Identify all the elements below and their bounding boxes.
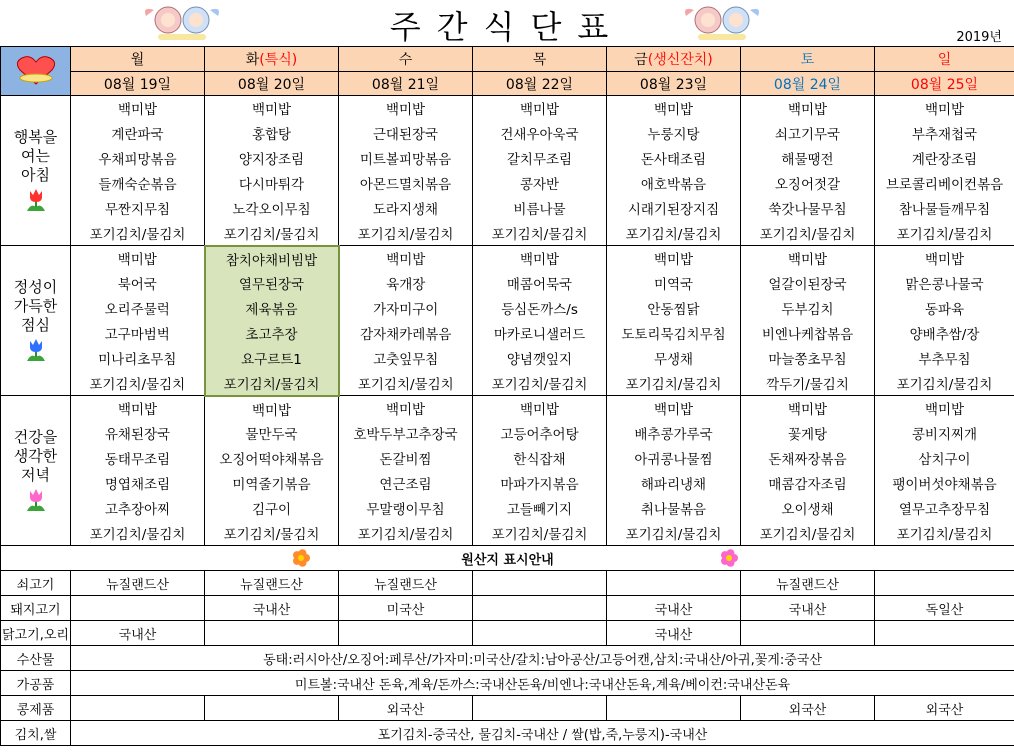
meal-row — [1, 496, 1014, 521]
origin-cell: 국내산 — [205, 596, 339, 621]
origin-merged-cell: 미트볼:국내산 돈육,계육/돈까스:국내산돈육/비엔나:국내산돈육,계육/베이컨:국내산돈육 — [71, 671, 1014, 696]
dish-cell: 포기김치/물김치 — [741, 221, 875, 246]
dish-cell: 포기김치/물김치 — [71, 521, 205, 546]
dish-cell: 북어국 — [71, 271, 205, 296]
origin-cell — [473, 696, 607, 721]
dish-cell: 갈치무조림 — [473, 146, 607, 171]
dish-cell: 미역줄기볶음 — [205, 471, 339, 496]
dish-cell: 백미밥 — [473, 246, 607, 271]
red-tulip-icon — [21, 187, 51, 213]
dish-cell: 가자미구이 — [339, 296, 473, 321]
dish-cell: 유채된장국 — [71, 421, 205, 446]
dish-cell: 쑥갓나물무침 — [741, 196, 875, 221]
dish-cell: 백미밥 — [71, 396, 205, 421]
dish-cell: 비엔나케찹볶음 — [741, 321, 875, 346]
dish-cell: 참치야채비빔밥 — [205, 246, 339, 271]
dish-cell: 미나리초무침 — [71, 346, 205, 371]
dish-cell: 백미밥 — [607, 396, 741, 421]
dish-cell: 호박두부고추장국 — [339, 421, 473, 446]
dish-cell: 건새우아욱국 — [473, 121, 607, 146]
origin-row — [1, 721, 1014, 746]
origin-label: 가공품 — [1, 671, 71, 696]
origin-row — [1, 696, 1014, 721]
dish-cell: 포기김치/물김치 — [205, 521, 339, 546]
dish-cell: 매콤어묵국 — [473, 271, 607, 296]
dish-cell: 홍합탕 — [205, 121, 339, 146]
dish-cell: 누룽지탕 — [607, 121, 741, 146]
date-label: 08월 20일 — [237, 76, 306, 93]
dish-cell: 양배추쌈/장 — [875, 321, 1014, 346]
dish-cell: 포기김치/물김치 — [205, 221, 339, 246]
origin-cell: 국내산 — [741, 596, 875, 621]
dish-cell: 양념깻잎지 — [473, 346, 607, 371]
dish-cell: 다시마튀각 — [205, 171, 339, 196]
meal-row — [1, 346, 1014, 371]
dish-cell: 백미밥 — [339, 246, 473, 271]
dish-cell: 두부김치 — [741, 296, 875, 321]
meal-row — [1, 196, 1014, 221]
date-label: 08월 25일 — [910, 76, 979, 93]
day-header-2 — [339, 47, 473, 72]
weekly-menu-table — [0, 46, 1014, 746]
dish-cell: 고추장아찌 — [71, 496, 205, 521]
day-name: 월 — [130, 52, 145, 68]
dish-cell: 백미밥 — [473, 96, 607, 121]
dish-cell: 동태무조림 — [71, 446, 205, 471]
date-label: 08월 21일 — [371, 76, 440, 93]
origin-label: 닭고기,오리 — [1, 621, 71, 646]
page-title: 주간식단표 — [389, 8, 625, 46]
dish-cell: 포기김치/물김치 — [71, 221, 205, 246]
origin-row — [1, 596, 1014, 621]
meal-row — [1, 396, 1014, 421]
origin-cell: 뉴질랜드산 — [339, 571, 473, 596]
origin-label: 쇠고기 — [1, 571, 71, 596]
meal-row — [1, 471, 1014, 496]
origin-row — [1, 671, 1014, 696]
dish-cell: 해파리냉채 — [607, 471, 741, 496]
dish-cell: 계란장조림 — [875, 146, 1014, 171]
meal-row — [1, 121, 1014, 146]
day-header-1 — [205, 47, 339, 72]
dish-cell: 김구이 — [205, 496, 339, 521]
title-area — [0, 0, 1014, 46]
dish-cell: 열무된장국 — [205, 271, 339, 296]
origin-cell — [71, 596, 205, 621]
origin-cell — [473, 571, 607, 596]
dish-cell: 백미밥 — [741, 396, 875, 421]
meal-row — [1, 221, 1014, 246]
meal-row — [1, 521, 1014, 546]
header-date-row — [1, 72, 1014, 96]
dish-cell: 얼갈이된장국 — [741, 271, 875, 296]
pink-flower-icon — [719, 548, 739, 568]
dish-cell: 포기김치/물김치 — [205, 371, 339, 396]
origin-cell — [205, 696, 339, 721]
meal-label-line: 행복을 — [13, 128, 58, 146]
origin-row — [1, 621, 1014, 646]
pink-tulip-icon — [21, 487, 51, 513]
dish-cell: 포기김치/물김치 — [607, 221, 741, 246]
dish-cell: 요구르트1 — [205, 346, 339, 371]
dish-cell: 콩비지찌개 — [875, 421, 1014, 446]
dish-cell: 부추재첩국 — [875, 121, 1014, 146]
meal-row — [1, 96, 1014, 121]
dish-cell: 포기김치/물김치 — [875, 371, 1014, 396]
origin-cell: 국내산 — [607, 621, 741, 646]
dish-cell: 물만두국 — [205, 421, 339, 446]
dish-cell: 육개장 — [339, 271, 473, 296]
dish-cell: 백미밥 — [607, 96, 741, 121]
origin-label: 콩제품 — [1, 696, 71, 721]
date-header-1 — [205, 72, 339, 96]
dish-cell: 미트볼피망볶음 — [339, 146, 473, 171]
origin-cell — [205, 621, 339, 646]
dish-cell: 고들빼기지 — [473, 496, 607, 521]
origin-label: 돼지고기 — [1, 596, 71, 621]
meal-row — [1, 246, 1014, 271]
day-name: 화 — [245, 52, 260, 68]
dish-cell: 팽이버섯야채볶음 — [875, 471, 1014, 496]
meal-label-line: 정성이 — [13, 278, 58, 296]
heart-icon — [14, 54, 58, 88]
dish-cell: 고등어추어탕 — [473, 421, 607, 446]
meal-label-line: 저녁 — [21, 466, 50, 484]
date-header-2 — [339, 72, 473, 96]
cupid-decoration-icon-right — [680, 2, 764, 44]
origin-cell — [607, 696, 741, 721]
dish-cell: 포기김치/물김치 — [607, 521, 741, 546]
meal-row — [1, 446, 1014, 471]
dish-cell: 우채피망볶음 — [71, 146, 205, 171]
meal-label-line: 여는 — [21, 147, 50, 165]
dish-cell: 마카로니샐러드 — [473, 321, 607, 346]
day-note: (특식) — [259, 52, 298, 68]
dish-cell: 백미밥 — [71, 96, 205, 121]
dish-cell: 배추콩가루국 — [607, 421, 741, 446]
dish-cell: 포기김치/물김치 — [339, 371, 473, 396]
corner-cell — [1, 47, 71, 96]
dish-cell: 백미밥 — [205, 396, 339, 421]
dish-cell: 백미밥 — [875, 96, 1014, 121]
dish-cell: 백미밥 — [71, 246, 205, 271]
dish-cell: 포기김치/물김치 — [473, 221, 607, 246]
header-day-row — [1, 47, 1014, 72]
origin-cell — [339, 621, 473, 646]
dish-cell: 참나물들깨무침 — [875, 196, 1014, 221]
dish-cell: 동파육 — [875, 296, 1014, 321]
origin-cell — [875, 571, 1014, 596]
origin-label: 김치,쌀 — [1, 721, 71, 746]
day-name: 금 — [634, 52, 648, 68]
meal-row — [1, 321, 1014, 346]
dish-cell: 백미밥 — [875, 396, 1014, 421]
dish-cell: 포기김치/물김치 — [741, 521, 875, 546]
meal-label-line: 가득한 — [13, 297, 58, 315]
origin-merged-cell: 동태:러시아산/오징어:페루산/가자미:미국산/갈치:남아공산/고등어캔,삼치:국내산/아귀,꽃게:중국산 — [71, 646, 1014, 671]
meal-label-line: 건강을 — [13, 428, 58, 446]
origin-cell — [71, 696, 205, 721]
dish-cell: 오징어젓갈 — [741, 171, 875, 196]
origin-cell — [875, 621, 1014, 646]
dish-cell: 포기김치/물김치 — [71, 371, 205, 396]
year-label: 2019년 — [956, 30, 1002, 45]
dish-cell: 백미밥 — [741, 246, 875, 271]
origin-cell — [741, 621, 875, 646]
dish-cell: 근대된장국 — [339, 121, 473, 146]
dish-cell: 포기김치/물김치 — [875, 221, 1014, 246]
dish-cell: 제육볶음 — [205, 296, 339, 321]
origin-row — [1, 571, 1014, 596]
origin-cell: 독일산 — [875, 596, 1014, 621]
meal-row — [1, 371, 1014, 396]
origin-cell: 뉴질랜드산 — [205, 571, 339, 596]
dish-cell: 한식잡채 — [473, 446, 607, 471]
origin-cell: 국내산 — [71, 621, 205, 646]
origin-label: 수산물 — [1, 646, 71, 671]
dish-cell: 무말랭이무침 — [339, 496, 473, 521]
dish-cell: 오리주물럭 — [71, 296, 205, 321]
dish-cell: 쇠고기무국 — [741, 121, 875, 146]
origin-cell: 국내산 — [607, 596, 741, 621]
dish-cell: 백미밥 — [741, 96, 875, 121]
origin-cell: 외국산 — [339, 696, 473, 721]
day-note: (생신잔치) — [647, 52, 713, 68]
origin-cell: 뉴질랜드산 — [741, 571, 875, 596]
date-header-3 — [473, 72, 607, 96]
date-label: 08월 19일 — [103, 76, 172, 93]
dish-cell: 돈채짜장볶음 — [741, 446, 875, 471]
meal-row — [1, 171, 1014, 196]
origin-cell — [607, 571, 741, 596]
meal-row — [1, 146, 1014, 171]
dish-cell: 백미밥 — [607, 246, 741, 271]
date-header-4 — [607, 72, 741, 96]
date-label: 08월 24일 — [773, 76, 842, 93]
date-label: 08월 22일 — [505, 76, 574, 93]
day-header-5 — [741, 47, 875, 72]
origin-title-row — [1, 546, 1014, 571]
orange-flower-icon — [291, 548, 311, 568]
origin-cell — [473, 596, 607, 621]
origin-cell: 뉴질랜드산 — [71, 571, 205, 596]
meal-row — [1, 296, 1014, 321]
origin-title: 원산지 표시안내 — [461, 552, 554, 568]
day-header-6 — [875, 47, 1014, 72]
dish-cell: 포기김치/물김치 — [473, 371, 607, 396]
origin-title-cell — [1, 546, 1014, 571]
origin-merged-cell: 포기김치-중국산, 물김치-국내산 / 쌀(밥,죽,누룽지)-국내산 — [71, 721, 1014, 746]
date-header-5 — [741, 72, 875, 96]
dish-cell: 감자채카레볶음 — [339, 321, 473, 346]
dish-cell: 명엽채조림 — [71, 471, 205, 496]
origin-cell — [473, 621, 607, 646]
meal-label-0 — [1, 96, 71, 246]
date-header-0 — [71, 72, 205, 96]
dish-cell: 맑은콩나물국 — [875, 271, 1014, 296]
meal-label-1 — [1, 246, 71, 396]
dish-cell: 포기김치/물김치 — [607, 371, 741, 396]
dish-cell: 비름나물 — [473, 196, 607, 221]
dish-cell: 해물땡전 — [741, 146, 875, 171]
dish-cell: 미역국 — [607, 271, 741, 296]
meal-label-2 — [1, 396, 71, 546]
meal-label-line: 아침 — [21, 166, 50, 184]
dish-cell: 오이생채 — [741, 496, 875, 521]
dish-cell: 백미밥 — [339, 396, 473, 421]
dish-cell: 고춧잎무침 — [339, 346, 473, 371]
day-header-0 — [71, 47, 205, 72]
dish-cell: 도토리묵김치무침 — [607, 321, 741, 346]
dish-cell: 브로콜리베이컨볶음 — [875, 171, 1014, 196]
dish-cell: 돈갈비찜 — [339, 446, 473, 471]
dish-cell: 돈사태조림 — [607, 146, 741, 171]
dish-cell: 깍두기/물김치 — [741, 371, 875, 396]
dish-cell: 삼치구이 — [875, 446, 1014, 471]
dish-cell: 백미밥 — [339, 96, 473, 121]
dish-cell: 아귀콩나물찜 — [607, 446, 741, 471]
dish-cell: 마파가지볶음 — [473, 471, 607, 496]
dish-cell: 포기김치/물김치 — [875, 521, 1014, 546]
dish-cell: 열무고추장무침 — [875, 496, 1014, 521]
meal-row — [1, 421, 1014, 446]
origin-cell: 미국산 — [339, 596, 473, 621]
dish-cell: 포기김치/물김치 — [339, 221, 473, 246]
dish-cell: 안동찜닭 — [607, 296, 741, 321]
day-name: 토 — [800, 52, 815, 68]
dish-cell: 포기김치/물김치 — [339, 521, 473, 546]
date-header-6 — [875, 72, 1014, 96]
day-header-3 — [473, 47, 607, 72]
dish-cell: 등심돈까스/s — [473, 296, 607, 321]
dish-cell: 고구마범벅 — [71, 321, 205, 346]
dish-cell: 시래기된장지짐 — [607, 196, 741, 221]
dish-cell: 무짠지무침 — [71, 196, 205, 221]
dish-cell: 양지장조림 — [205, 146, 339, 171]
dish-cell: 백미밥 — [473, 396, 607, 421]
dish-cell: 취나물볶음 — [607, 496, 741, 521]
day-name: 일 — [937, 52, 952, 68]
dish-cell: 백미밥 — [875, 246, 1014, 271]
dish-cell: 부추무침 — [875, 346, 1014, 371]
meal-row — [1, 271, 1014, 296]
dish-cell: 노각오이무침 — [205, 196, 339, 221]
meal-label-line: 점심 — [21, 316, 50, 334]
dish-cell: 계란파국 — [71, 121, 205, 146]
dish-cell: 마늘쫑초무침 — [741, 346, 875, 371]
dish-cell: 꽃게탕 — [741, 421, 875, 446]
day-name: 수 — [398, 52, 413, 68]
date-label: 08월 23일 — [639, 76, 708, 93]
meal-label-line: 생각한 — [13, 447, 58, 465]
dish-cell: 연근조림 — [339, 471, 473, 496]
origin-row — [1, 646, 1014, 671]
day-name: 목 — [532, 52, 547, 68]
dish-cell: 애호박볶음 — [607, 171, 741, 196]
dish-cell: 초고추장 — [205, 321, 339, 346]
dish-cell: 무생채 — [607, 346, 741, 371]
dish-cell: 아몬드멸치볶음 — [339, 171, 473, 196]
dish-cell: 포기김치/물김치 — [473, 521, 607, 546]
dish-cell: 매콤감자조림 — [741, 471, 875, 496]
dish-cell: 콩자반 — [473, 171, 607, 196]
dish-cell: 들깨숙순볶음 — [71, 171, 205, 196]
dish-cell: 오징어떡야채볶음 — [205, 446, 339, 471]
origin-cell: 외국산 — [741, 696, 875, 721]
dish-cell: 도라지생채 — [339, 196, 473, 221]
origin-cell: 외국산 — [875, 696, 1014, 721]
dish-cell: 백미밥 — [205, 96, 339, 121]
blue-tulip-icon — [21, 337, 51, 363]
day-header-4 — [607, 47, 741, 72]
